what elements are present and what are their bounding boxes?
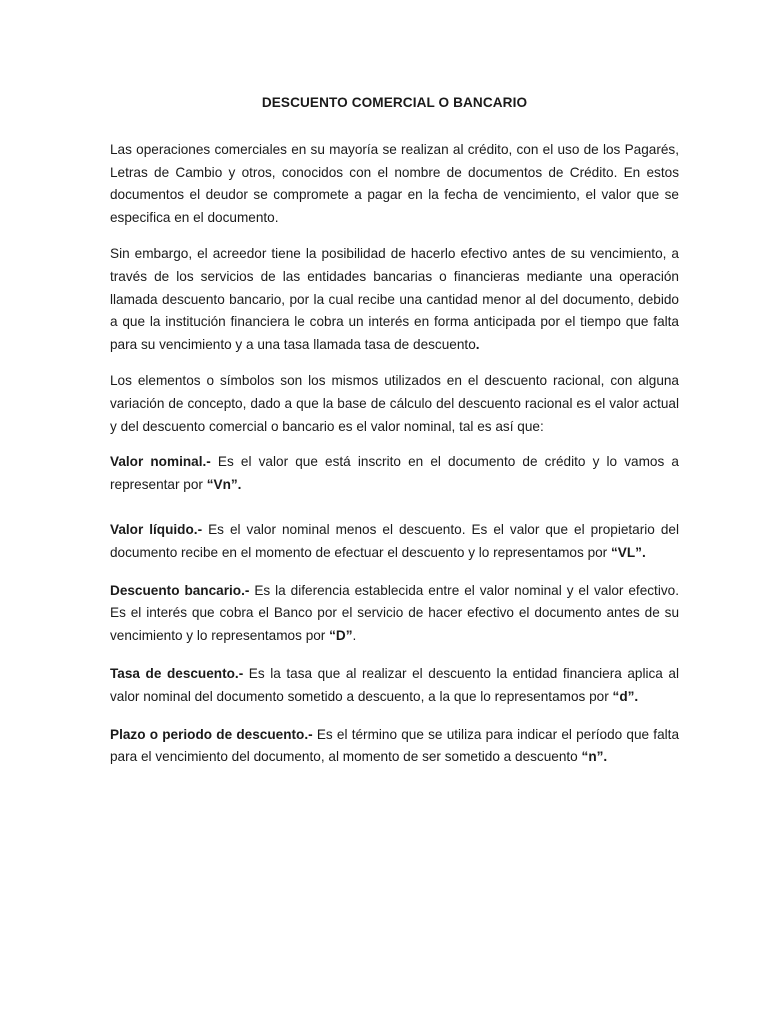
paragraph-end: . — [475, 337, 480, 353]
definition-term: Descuento bancario.- — [110, 582, 250, 598]
definition-symbol: “d”. — [612, 688, 639, 704]
definition-term: Valor líquido.- — [110, 521, 203, 537]
definition-tail: . — [352, 628, 357, 644]
definition-symbol: “Vn”. — [206, 477, 242, 493]
paragraph-text: Los elementos o símbolos son los mismos utilizados en el descuento racional, con alguna variación de concepto, dado a que la base de cálculo del descuento racional es el valor actual y del descuento comercial o bancario es el valor nominal, tal es así que: — [110, 372, 679, 434]
document-title: DESCUENTO COMERCIAL O BANCARIO — [261, 95, 528, 110]
definition-text: Es el valor nominal menos el descuento. Es el valor que el propietario del documento recibe en el momento de efectuar el descuento y lo representamos por — [110, 521, 679, 560]
paragraph-text: Las operaciones comerciales en su mayoría se realizan al crédito, con el uso de los Pagarés, Letras de Cambio y otros, conocidos con el nombre de documentos de Crédito. En estos documentos el deudor se compromete a pagar en la fecha de vencimiento, el valor que se especifica en el documento. — [110, 141, 679, 226]
definition-term: Valor nominal.- — [110, 454, 211, 470]
definition-plazo-descuento — [110, 724, 679, 770]
definition-term: Plazo o periodo de descuento.- — [110, 726, 313, 742]
definition-text: Es el valor que está inscrito en el documento de crédito y lo vamos a representar por — [110, 454, 679, 493]
paragraph-intro — [110, 139, 679, 230]
definition-text: Es el término que se utiliza para indicar el período que falta para el vencimiento del documento, al momento de ser sometido a descuento — [110, 726, 680, 765]
definition-text: Es la tasa que al realizar el descuento la entidad financiera aplica al valor nominal del documento sometido a descuento, a la que lo representamos por — [110, 665, 679, 704]
definition-symbol: “VL”. — [611, 544, 646, 560]
paragraph-elementos — [110, 370, 679, 438]
paragraph-text: Sin embargo, el acreedor tiene la posibilidad de hacerlo efectivo antes de su vencimiento, a través de los servicios de las entidades bancarias o financieras mediante una operación llamada descuento bancario, por la cual recibe una cantidad menor al del documento, debido a que la institución financiera le cobra un interés en forma anticipada por el tiempo que falta para su vencimiento y a una tasa llamada tasa de descuento — [110, 245, 679, 353]
definition-term: Tasa de descuento.- — [110, 665, 244, 681]
definition-symbol: “n”. — [581, 749, 608, 765]
document-page — [110, 92, 679, 782]
definition-symbol: “D” — [329, 628, 353, 644]
definition-valor-liquido — [110, 519, 679, 565]
definition-text: Es la diferencia establecida entre el valor nominal y el valor efectivo. Es el interés que cobra el Banco por el servicio de hacer efectivo el documento antes de su vencimiento y lo representamos por — [110, 582, 679, 644]
definition-valor-nominal — [110, 451, 679, 497]
definition-tasa-descuento — [110, 663, 679, 709]
paragraph-embargo — [110, 243, 679, 357]
definition-descuento-bancario — [110, 580, 679, 648]
